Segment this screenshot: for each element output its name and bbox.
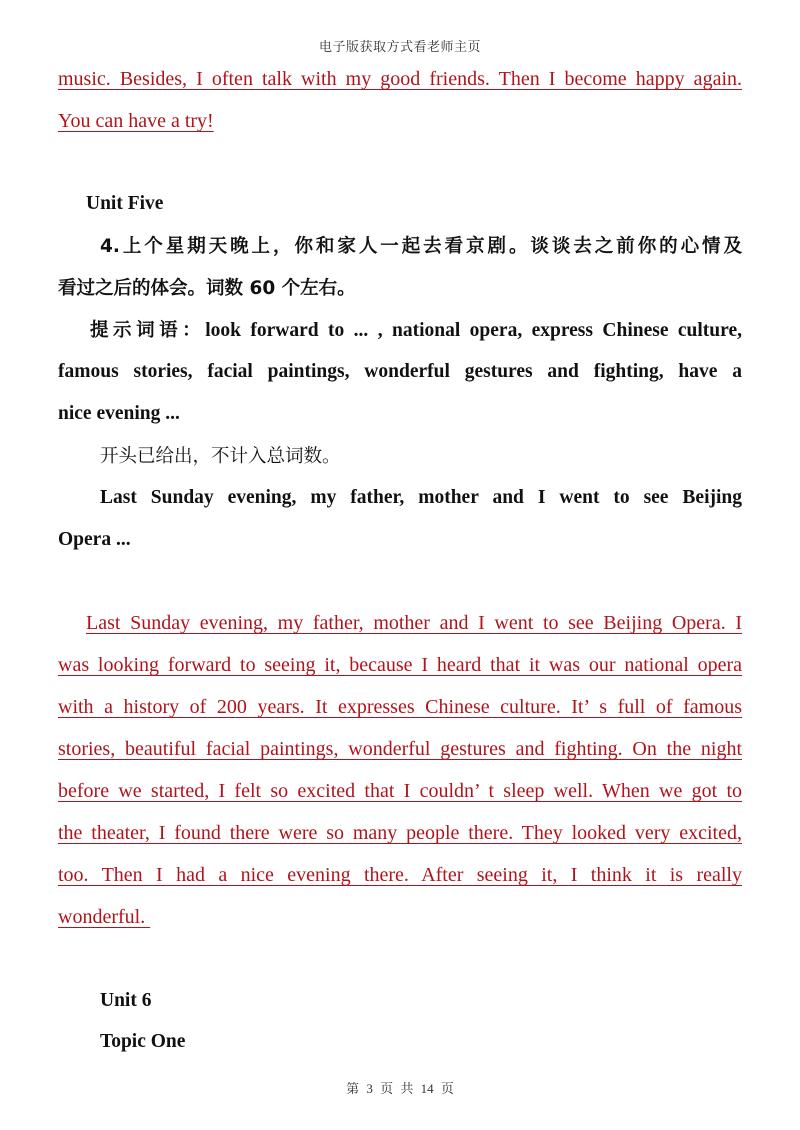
opening-line-1: Last Sunday evening, my father, mother and I went to see Beijing — [100, 487, 742, 508]
page-header: 电子版获取方式看老师主页 — [318, 39, 481, 54]
previous-answer-line-2: You can have a try! — [58, 110, 214, 132]
note-line — [100, 443, 784, 470]
question-line-2 — [58, 275, 742, 302]
answer-line-8: wonderful. — [58, 906, 151, 928]
hint-line-2: famous stories, facial paintings, wonderful gestures and fighting, have a — [58, 361, 742, 382]
hint-line-1 — [90, 317, 742, 344]
answer-line-7: too. Then I had a nice evening there. After seeing it, I think it is really — [58, 864, 742, 886]
hint-label: 提示词语： — [90, 320, 206, 341]
question-line-1 — [100, 233, 742, 260]
note-text: 开头已给出，不计入总词数。 — [100, 446, 341, 467]
page-footer: 第 3 页 共 14 页 — [346, 1081, 454, 1096]
answer-line-5: before we started, I felt so excited that I couldn’ t sleep well. When we got to — [58, 780, 742, 802]
question-text-2: 看过之后的体会。词数 60 个左右。 — [58, 278, 356, 299]
question-text-1: 4.上个星期天晚上，你和家人一起去看京剧。谈谈去之前你的心情及 — [100, 236, 742, 257]
unit-five-title: Unit Five — [86, 193, 164, 214]
unit-six-topic: Topic One — [100, 1031, 186, 1052]
answer-line-6: the theater, I found there were so many people there. They looked very excited, — [58, 822, 742, 844]
answer-line-3: with a history of 200 years. It expresses Chinese culture. It’ s full of famous — [58, 696, 742, 718]
answer-line-4: stories, beautiful facial paintings, wonderful gestures and fighting. On the night — [58, 738, 742, 760]
hint-line-3: nice evening ... — [58, 403, 180, 424]
previous-answer-line-1: music. Besides, I often talk with my good friends. Then I become happy again. — [58, 68, 742, 90]
hint-words-1: look forward to ... , national opera, express Chinese culture, — [205, 320, 742, 341]
opening-line-2: Opera ... — [58, 529, 131, 550]
answer-line-1: Last Sunday evening, my father, mother and I went to see Beijing Opera. I — [86, 612, 742, 634]
answer-line-2: was looking forward to seeing it, because I heard that it was our national opera — [58, 654, 742, 676]
unit-six-title: Unit 6 — [100, 990, 152, 1011]
